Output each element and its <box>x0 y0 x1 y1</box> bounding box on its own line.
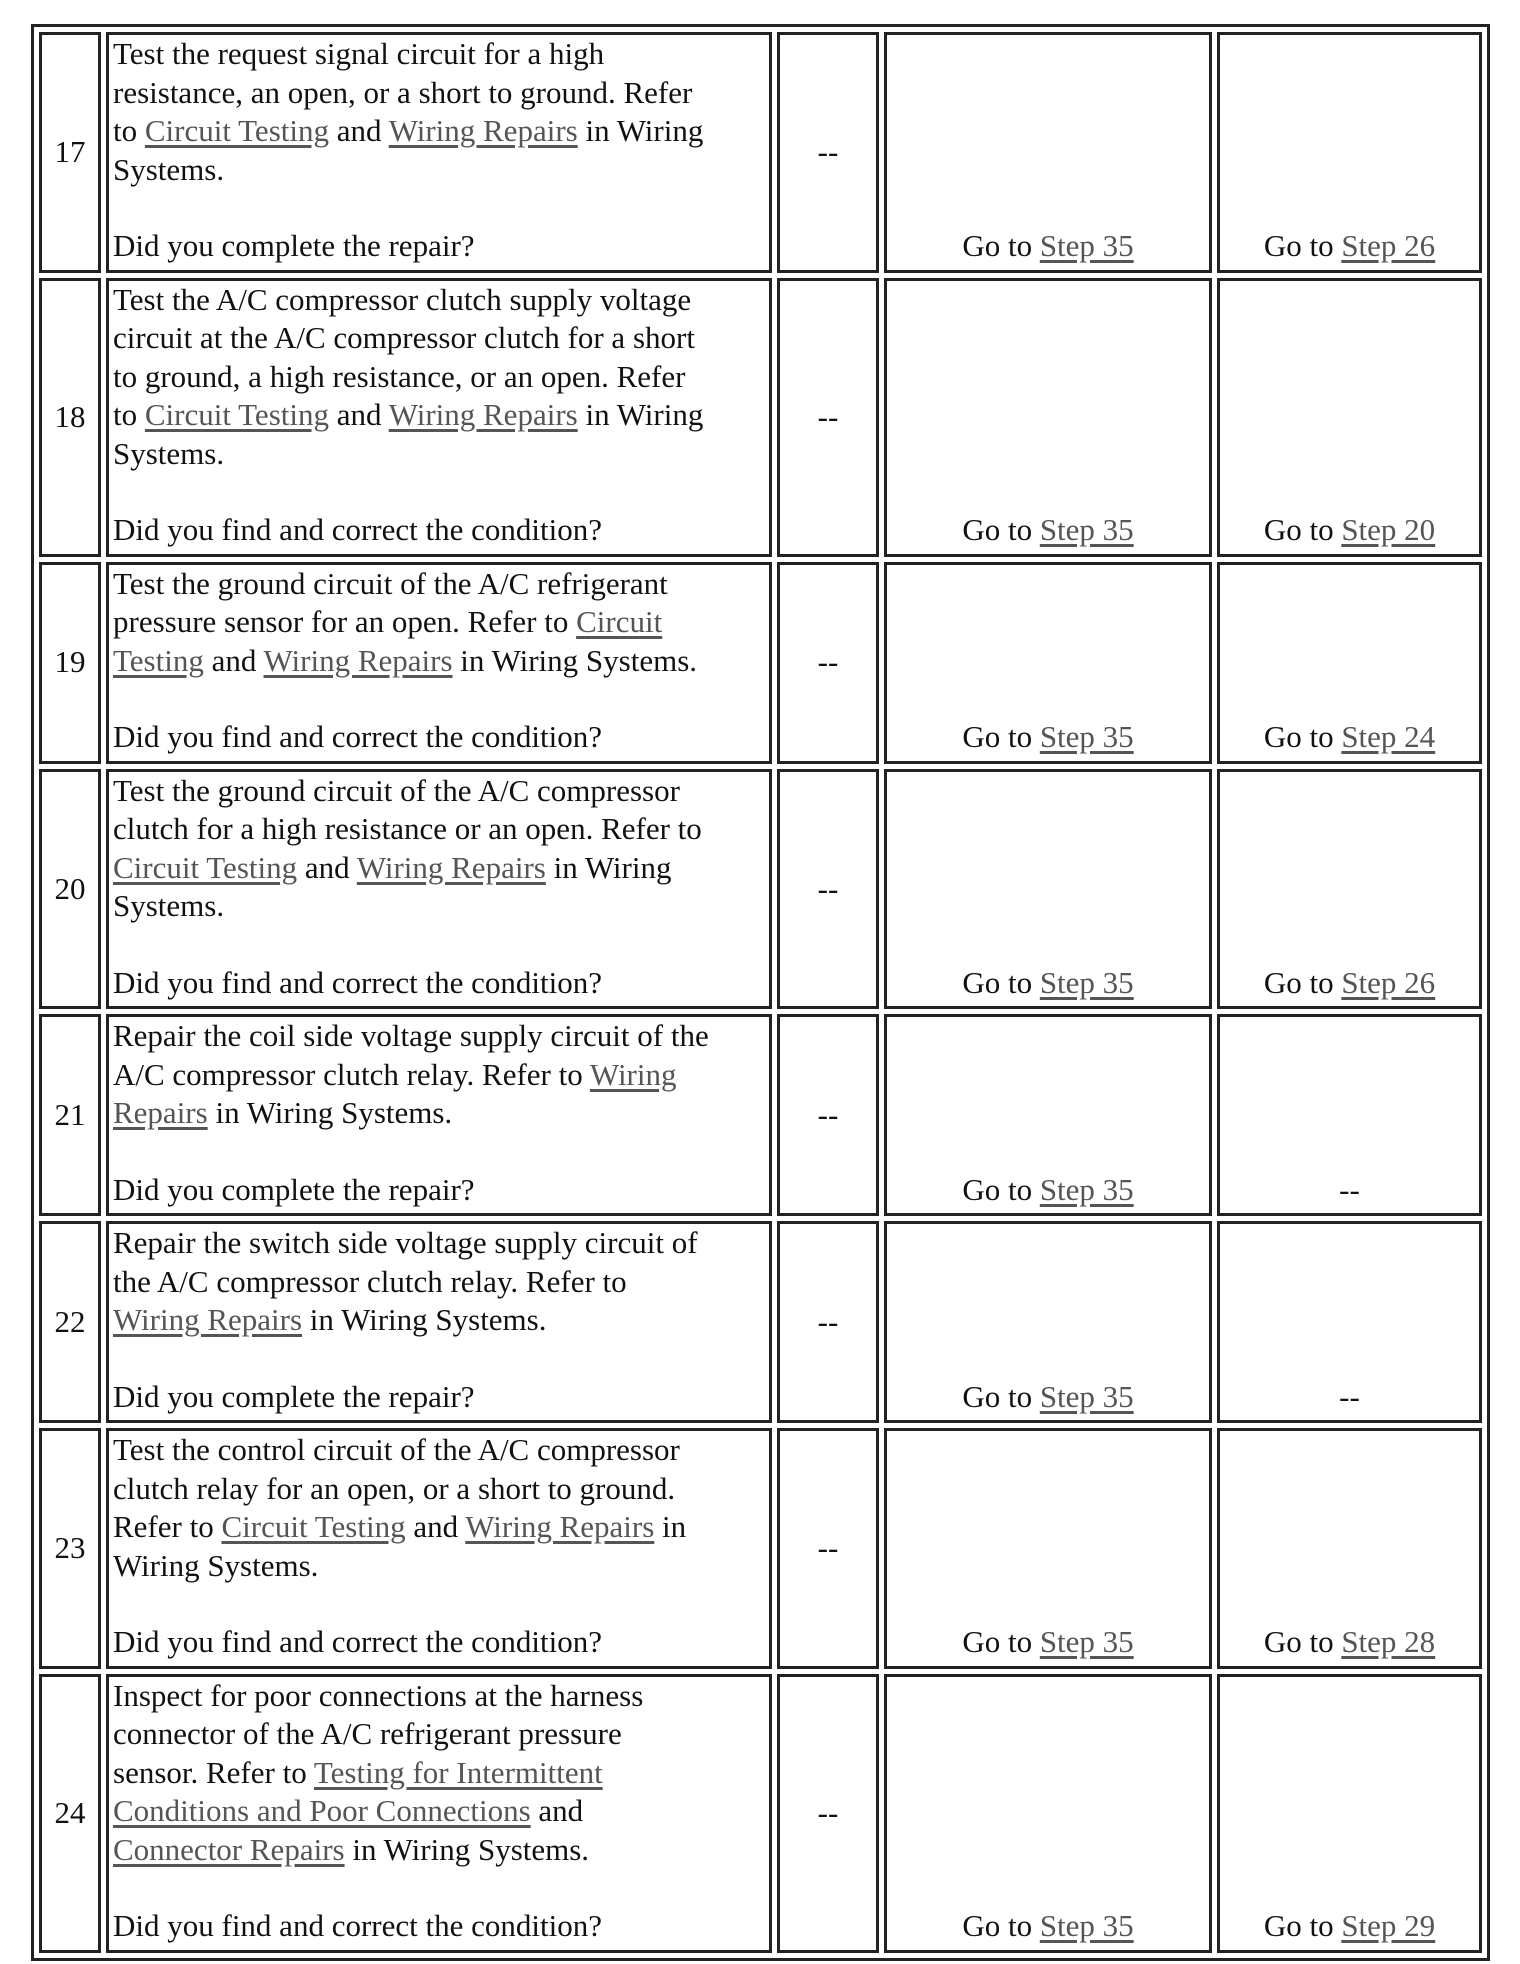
step-no-action <box>1217 562 1482 764</box>
no-prefix: Go to <box>1263 964 1342 1000</box>
go-to-step-link[interactable]: Step 35 <box>1039 1624 1134 1659</box>
step-value: -- <box>777 1221 879 1423</box>
reference-link[interactable]: Circuit Testing <box>144 397 329 432</box>
action-text-segment: and <box>538 1793 584 1828</box>
step-question: Did you find and correct the condition? <box>113 1908 602 1943</box>
step-yes-action <box>884 769 1212 1010</box>
step-number: 18 <box>39 278 101 557</box>
go-to-step-link[interactable]: Step 24 <box>1341 719 1436 754</box>
yes-prefix: Go to <box>962 512 1040 547</box>
table-body <box>39 32 1482 1953</box>
step-question: Did you find and correct the condition? <box>113 964 602 1000</box>
reference-link[interactable]: Wiring Repairs <box>263 642 453 678</box>
yes-prefix: Go to <box>962 1171 1040 1207</box>
step-number: 24 <box>39 1674 101 1953</box>
action-text-segment: Inspect for poor connections at the harness connector of the A/C refrigerant pressure sensor. Refer to <box>113 1677 644 1790</box>
action-text-segment: Test the ground circuit of the A/C compressor clutch for a high resistance or an open. Refer to <box>113 772 702 846</box>
step-action <box>106 1014 772 1216</box>
step-row <box>39 769 1482 1010</box>
yes-prefix: Go to <box>962 1624 1040 1659</box>
action-text-segment: and <box>203 642 264 678</box>
reference-link[interactable]: Circuit Testing <box>113 604 663 678</box>
step-yes-action <box>884 1014 1212 1216</box>
step-number: 17 <box>39 32 101 273</box>
action-text-segment: Test the request signal circuit for a high resistance, an open, or a short to ground. Refer to <box>113 36 693 148</box>
action-text <box>113 1224 765 1340</box>
action-text-segment: in Wiring Systems. <box>207 1095 453 1130</box>
step-value: -- <box>777 278 879 557</box>
step-question: Did you complete the repair? <box>113 228 475 263</box>
go-to-step-link[interactable]: Step 35 <box>1039 719 1134 754</box>
step-question: Did you find and correct the condition? <box>113 1624 602 1659</box>
action-text-segment: and <box>328 397 389 432</box>
no-prefix: Go to <box>1263 1624 1342 1659</box>
go-to-step-link[interactable]: Step 35 <box>1039 1171 1134 1207</box>
step-action <box>106 1674 772 1953</box>
step-row <box>39 1014 1482 1216</box>
yes-prefix: Go to <box>962 964 1040 1000</box>
yes-prefix: Go to <box>962 1378 1040 1414</box>
action-text <box>113 565 765 681</box>
step-value: -- <box>777 562 879 764</box>
step-row <box>39 1428 1482 1669</box>
step-action <box>106 278 772 557</box>
step-no-action <box>1217 1674 1482 1953</box>
reference-link[interactable]: Wiring Repairs <box>388 397 578 432</box>
action-text-segment: Repair the coil side voltage supply circuit of the A/C compressor clutch relay. Refer to <box>113 1018 709 1092</box>
action-text-segment: Repair the switch side voltage supply circuit of the A/C compressor clutch relay. Refer to <box>113 1225 698 1299</box>
action-text <box>113 1017 765 1133</box>
reference-link[interactable]: Circuit Testing <box>221 1509 406 1544</box>
action-text-segment: in Wiring Systems. <box>113 1509 687 1583</box>
step-row <box>39 1674 1482 1953</box>
step-row <box>39 562 1482 764</box>
step-number: 20 <box>39 769 101 1010</box>
step-action <box>106 769 772 1010</box>
yes-prefix: Go to <box>962 228 1040 263</box>
step-no-action <box>1217 1014 1482 1216</box>
step-value: -- <box>777 769 879 1010</box>
go-to-step-link[interactable]: Step 26 <box>1341 228 1436 263</box>
step-value: -- <box>777 1674 879 1953</box>
step-row <box>39 32 1482 273</box>
go-to-step-link[interactable]: Step 26 <box>1341 964 1436 1000</box>
go-to-step-link[interactable]: Step 28 <box>1341 1624 1436 1659</box>
reference-link[interactable]: Testing for Intermittent Conditions and Poor Connections <box>113 1754 603 1828</box>
step-action <box>106 562 772 764</box>
action-text-segment: and <box>297 849 357 885</box>
action-text <box>113 281 765 474</box>
go-to-step-link[interactable]: Step 29 <box>1341 1908 1436 1943</box>
action-text-segment: Test the A/C compressor clutch supply voltage circuit at the A/C compressor clutch for a short to ground, a high resistance, or an open. Refer to <box>113 281 695 432</box>
step-number: 23 <box>39 1428 101 1669</box>
reference-link[interactable]: Wiring Repairs <box>113 1056 677 1130</box>
step-no-action <box>1217 32 1482 273</box>
go-to-step-link[interactable]: Step 35 <box>1039 964 1134 1000</box>
step-number: 21 <box>39 1014 101 1216</box>
action-text <box>113 772 765 926</box>
step-row <box>39 1221 1482 1423</box>
step-question: Did you find and correct the condition? <box>113 512 602 547</box>
no-prefix: -- <box>1339 1171 1360 1207</box>
action-text-segment: and <box>405 1509 466 1544</box>
step-row <box>39 278 1482 557</box>
yes-prefix: Go to <box>962 1908 1040 1943</box>
no-prefix: -- <box>1339 1378 1360 1414</box>
reference-link[interactable]: Circuit Testing <box>113 849 298 885</box>
step-action <box>106 1221 772 1423</box>
action-text-segment: in Wiring Systems. <box>452 642 698 678</box>
step-question: Did you complete the repair? <box>113 1378 475 1414</box>
step-yes-action <box>884 1221 1212 1423</box>
reference-link[interactable]: Wiring Repairs <box>388 113 578 148</box>
reference-link[interactable]: Circuit Testing <box>144 113 329 148</box>
go-to-step-link[interactable]: Step 35 <box>1039 228 1134 263</box>
action-text <box>113 1431 765 1585</box>
step-action <box>106 1428 772 1669</box>
action-text-segment: Test the control circuit of the A/C compressor clutch relay for an open, or a short to ground. Refer to <box>113 1432 680 1544</box>
step-no-action <box>1217 1428 1482 1669</box>
step-value: -- <box>777 32 879 273</box>
go-to-step-link[interactable]: Step 35 <box>1039 1378 1134 1414</box>
diagnostic-steps-table <box>31 24 1490 1961</box>
go-to-step-link[interactable]: Step 35 <box>1039 1908 1134 1943</box>
step-value: -- <box>777 1014 879 1216</box>
reference-link[interactable]: Wiring Repairs <box>113 1302 303 1337</box>
step-value: -- <box>777 1428 879 1669</box>
step-yes-action <box>884 562 1212 764</box>
step-number: 19 <box>39 562 101 764</box>
action-text <box>113 35 765 189</box>
action-text-segment: in Wiring Systems. <box>302 1302 547 1337</box>
action-text-segment: in Wiring Systems. <box>113 397 704 471</box>
step-yes-action <box>884 1428 1212 1669</box>
step-no-action <box>1217 1221 1482 1423</box>
go-to-step-link[interactable]: Step 20 <box>1341 512 1436 547</box>
action-text <box>113 1677 765 1870</box>
step-question: Did you complete the repair? <box>113 1171 475 1207</box>
step-number: 22 <box>39 1221 101 1423</box>
step-no-action <box>1217 278 1482 557</box>
step-yes-action <box>884 1674 1212 1953</box>
step-yes-action <box>884 278 1212 557</box>
step-action <box>106 32 772 273</box>
no-prefix: Go to <box>1263 228 1342 263</box>
reference-link[interactable]: Wiring Repairs <box>465 1509 655 1544</box>
no-prefix: Go to <box>1263 512 1342 547</box>
action-text-segment: in Wiring Systems. <box>113 849 672 923</box>
no-prefix: Go to <box>1263 719 1342 754</box>
no-prefix: Go to <box>1263 1908 1342 1943</box>
step-yes-action <box>884 32 1212 273</box>
action-text-segment: Test the ground circuit of the A/C refrigerant pressure sensor for an open. Refer to <box>113 565 668 639</box>
action-text-segment: in Wiring Systems. <box>344 1831 590 1867</box>
yes-prefix: Go to <box>962 719 1040 754</box>
step-no-action <box>1217 769 1482 1010</box>
step-question: Did you find and correct the condition? <box>113 719 602 754</box>
go-to-step-link[interactable]: Step 35 <box>1039 512 1134 547</box>
action-text-segment: and <box>328 113 389 148</box>
action-text-segment: in Wiring Systems. <box>113 113 704 187</box>
reference-link[interactable]: Connector Repairs <box>113 1831 345 1867</box>
reference-link[interactable]: Wiring Repairs <box>356 849 546 885</box>
